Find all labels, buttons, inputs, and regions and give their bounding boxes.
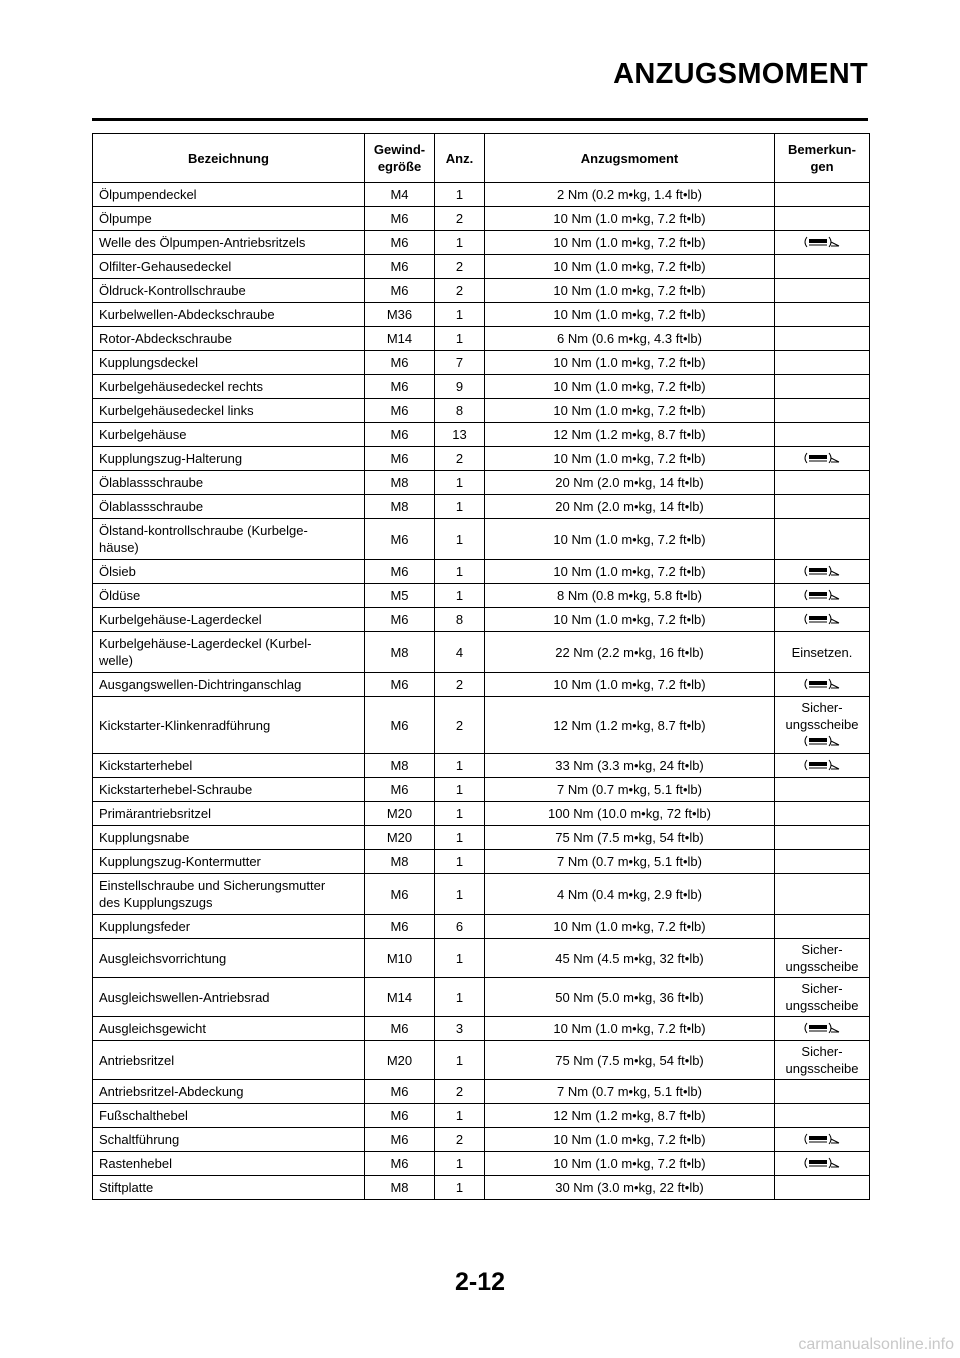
cell-bezeichnung: Kickstarterhebel-Schraube [93, 778, 365, 802]
cell-bemerkungen [775, 1017, 870, 1041]
locking-agent-icon [802, 678, 842, 690]
table-row [93, 279, 870, 303]
table-row [93, 978, 870, 1017]
cell-anzahl: 2 [435, 673, 485, 697]
cell-bemerkungen [775, 850, 870, 874]
cell-gewindegroesse: M6 [365, 673, 435, 697]
cell-anzahl: 1 [435, 802, 485, 826]
cell-anzugsmoment: 10 Nm (1.0 m•kg, 7.2 ft•lb) [485, 608, 775, 632]
table-row [93, 560, 870, 584]
cell-anzugsmoment: 75 Nm (7.5 m•kg, 54 ft•lb) [485, 826, 775, 850]
table-row [93, 1041, 870, 1080]
cell-anzahl: 1 [435, 495, 485, 519]
cell-gewindegroesse: M6 [365, 255, 435, 279]
cell-gewindegroesse: M36 [365, 303, 435, 327]
cell-gewindegroesse: M6 [365, 1104, 435, 1128]
cell-bemerkungen [775, 327, 870, 351]
cell-gewindegroesse: M8 [365, 495, 435, 519]
cell-bemerkungen [775, 351, 870, 375]
column-header-bemerkungen: Bemerkun- gen [775, 134, 870, 183]
cell-anzahl: 2 [435, 1128, 485, 1152]
cell-bemerkungen [775, 608, 870, 632]
cell-anzahl: 1 [435, 874, 485, 915]
table-row [93, 697, 870, 754]
cell-bezeichnung: Kupplungszug-Halterung [93, 447, 365, 471]
cell-anzugsmoment: 10 Nm (1.0 m•kg, 7.2 ft•lb) [485, 447, 775, 471]
table-row [93, 1176, 870, 1200]
remark-text: Einsetzen. [791, 644, 853, 660]
table-row [93, 584, 870, 608]
cell-bezeichnung: Einstellschraube und Sicherungsmutter des Kupplungszugs [93, 874, 365, 915]
table-row [93, 423, 870, 447]
cell-anzahl: 2 [435, 447, 485, 471]
table-row [93, 303, 870, 327]
cell-bemerkungen [775, 207, 870, 231]
locking-agent-icon [802, 565, 842, 577]
cell-anzugsmoment: 10 Nm (1.0 m•kg, 7.2 ft•lb) [485, 375, 775, 399]
cell-gewindegroesse: M6 [365, 207, 435, 231]
cell-bezeichnung: Öldruck-Kontrollschraube [93, 279, 365, 303]
table-row [93, 826, 870, 850]
cell-bezeichnung: Ausgleichsvorrichtung [93, 939, 365, 978]
column-header-bezeichnung: Bezeichnung [93, 134, 365, 183]
cell-bemerkungen [775, 231, 870, 255]
locking-agent-icon [802, 236, 842, 248]
cell-gewindegroesse: M8 [365, 632, 435, 673]
cell-bezeichnung: Ölablassschraube [93, 495, 365, 519]
cell-bemerkungen [775, 375, 870, 399]
table-row [93, 850, 870, 874]
cell-anzahl: 1 [435, 850, 485, 874]
cell-bemerkungen [775, 495, 870, 519]
cell-anzugsmoment: 10 Nm (1.0 m•kg, 7.2 ft•lb) [485, 915, 775, 939]
cell-bezeichnung: Rotor-Abdeckschraube [93, 327, 365, 351]
cell-bemerkungen [775, 915, 870, 939]
table-row [93, 1080, 870, 1104]
cell-gewindegroesse: M4 [365, 183, 435, 207]
remark-text: Sicher- ungsscheibe [785, 700, 859, 732]
cell-anzugsmoment: 50 Nm (5.0 m•kg, 36 ft•lb) [485, 978, 775, 1017]
table-row [93, 778, 870, 802]
cell-gewindegroesse: M20 [365, 1041, 435, 1080]
cell-gewindegroesse: M6 [365, 1128, 435, 1152]
cell-anzugsmoment: 2 Nm (0.2 m•kg, 1.4 ft•lb) [485, 183, 775, 207]
table-row [93, 1104, 870, 1128]
cell-gewindegroesse: M5 [365, 584, 435, 608]
cell-anzugsmoment: 7 Nm (0.7 m•kg, 5.1 ft•lb) [485, 1080, 775, 1104]
cell-gewindegroesse: M6 [365, 519, 435, 560]
cell-bezeichnung: Ausgleichsgewicht [93, 1017, 365, 1041]
cell-bemerkungen [775, 874, 870, 915]
table-row [93, 1017, 870, 1041]
cell-gewindegroesse: M6 [365, 231, 435, 255]
locking-agent-icon [802, 1022, 842, 1034]
cell-anzahl: 1 [435, 1176, 485, 1200]
cell-anzahl: 13 [435, 423, 485, 447]
cell-bemerkungen [775, 673, 870, 697]
cell-bezeichnung: Kurbelgehäuse-Lagerdeckel [93, 608, 365, 632]
cell-gewindegroesse: M6 [365, 697, 435, 754]
locking-agent-icon [802, 1157, 842, 1169]
cell-bemerkungen [775, 1041, 870, 1080]
cell-anzahl: 1 [435, 327, 485, 351]
cell-anzugsmoment: 10 Nm (1.0 m•kg, 7.2 ft•lb) [485, 351, 775, 375]
cell-bezeichnung: Antriebsritzel-Abdeckung [93, 1080, 365, 1104]
cell-anzugsmoment: 12 Nm (1.2 m•kg, 8.7 ft•lb) [485, 697, 775, 754]
cell-anzugsmoment: 10 Nm (1.0 m•kg, 7.2 ft•lb) [485, 399, 775, 423]
remark-text: Sicher- ungsscheibe [785, 942, 859, 974]
cell-anzahl: 3 [435, 1017, 485, 1041]
cell-anzahl: 1 [435, 1152, 485, 1176]
cell-anzugsmoment: 10 Nm (1.0 m•kg, 7.2 ft•lb) [485, 519, 775, 560]
cell-anzahl: 2 [435, 1080, 485, 1104]
table-row [93, 327, 870, 351]
table-row [93, 802, 870, 826]
cell-anzahl: 1 [435, 183, 485, 207]
cell-gewindegroesse: M6 [365, 874, 435, 915]
cell-anzugsmoment: 4 Nm (0.4 m•kg, 2.9 ft•lb) [485, 874, 775, 915]
table-row [93, 207, 870, 231]
cell-gewindegroesse: M6 [365, 560, 435, 584]
cell-anzahl: 1 [435, 471, 485, 495]
cell-anzugsmoment: 12 Nm (1.2 m•kg, 8.7 ft•lb) [485, 423, 775, 447]
locking-agent-icon [802, 735, 842, 747]
cell-gewindegroesse: M14 [365, 978, 435, 1017]
cell-gewindegroesse: M6 [365, 1152, 435, 1176]
cell-anzahl: 1 [435, 778, 485, 802]
cell-anzahl: 1 [435, 939, 485, 978]
cell-anzahl: 1 [435, 826, 485, 850]
cell-bezeichnung: Kickstarterhebel [93, 754, 365, 778]
cell-bemerkungen [775, 826, 870, 850]
remark-text: Sicher- ungsscheibe [785, 1044, 859, 1076]
locking-agent-icon [802, 613, 842, 625]
cell-anzugsmoment: 10 Nm (1.0 m•kg, 7.2 ft•lb) [485, 1128, 775, 1152]
cell-bemerkungen [775, 279, 870, 303]
cell-anzugsmoment: 7 Nm (0.7 m•kg, 5.1 ft•lb) [485, 850, 775, 874]
cell-anzahl: 7 [435, 351, 485, 375]
table-row [93, 375, 870, 399]
locking-agent-icon [802, 452, 842, 464]
cell-bezeichnung: Ölstand-kontrollschraube (Kurbelge- häuse) [93, 519, 365, 560]
cell-bezeichnung: Antriebsritzel [93, 1041, 365, 1080]
cell-anzahl: 1 [435, 1104, 485, 1128]
cell-anzugsmoment: 100 Nm (10.0 m•kg, 72 ft•lb) [485, 802, 775, 826]
cell-bezeichnung: Ölablassschraube [93, 471, 365, 495]
cell-anzahl: 2 [435, 279, 485, 303]
column-header-anzahl: Anz. [435, 134, 485, 183]
cell-anzahl: 1 [435, 978, 485, 1017]
cell-anzugsmoment: 33 Nm (3.3 m•kg, 24 ft•lb) [485, 754, 775, 778]
cell-anzugsmoment: 10 Nm (1.0 m•kg, 7.2 ft•lb) [485, 303, 775, 327]
table-header-row [93, 134, 870, 183]
cell-bemerkungen [775, 1152, 870, 1176]
watermark: carmanualsonline.info [798, 1336, 954, 1353]
locking-agent-icon [802, 589, 842, 601]
cell-bezeichnung: Öldüse [93, 584, 365, 608]
table-row [93, 915, 870, 939]
cell-anzahl: 9 [435, 375, 485, 399]
cell-anzugsmoment: 12 Nm (1.2 m•kg, 8.7 ft•lb) [485, 1104, 775, 1128]
cell-bezeichnung: Kupplungsdeckel [93, 351, 365, 375]
cell-gewindegroesse: M8 [365, 754, 435, 778]
table-row [93, 447, 870, 471]
cell-bemerkungen [775, 632, 870, 673]
table-row [93, 1152, 870, 1176]
cell-gewindegroesse: M8 [365, 1176, 435, 1200]
cell-gewindegroesse: M20 [365, 826, 435, 850]
cell-bezeichnung: Kurbelgehäusedeckel rechts [93, 375, 365, 399]
torque-table [92, 133, 870, 1200]
cell-gewindegroesse: M6 [365, 915, 435, 939]
cell-gewindegroesse: M6 [365, 279, 435, 303]
table-row [93, 351, 870, 375]
cell-gewindegroesse: M6 [365, 1080, 435, 1104]
cell-anzugsmoment: 7 Nm (0.7 m•kg, 5.1 ft•lb) [485, 778, 775, 802]
table-row [93, 608, 870, 632]
cell-bemerkungen [775, 978, 870, 1017]
cell-bezeichnung: Ölpumpendeckel [93, 183, 365, 207]
cell-anzugsmoment: 10 Nm (1.0 m•kg, 7.2 ft•lb) [485, 207, 775, 231]
cell-bezeichnung: Schaltführung [93, 1128, 365, 1152]
title-divider [92, 118, 868, 121]
cell-bezeichnung: Rastenhebel [93, 1152, 365, 1176]
cell-bemerkungen [775, 939, 870, 978]
table-row [93, 399, 870, 423]
cell-bezeichnung: Stiftplatte [93, 1176, 365, 1200]
table-row [93, 231, 870, 255]
cell-gewindegroesse: M10 [365, 939, 435, 978]
cell-anzahl: 1 [435, 1041, 485, 1080]
cell-bemerkungen [775, 778, 870, 802]
cell-gewindegroesse: M6 [365, 778, 435, 802]
cell-bezeichnung: Welle des Ölpumpen-Antriebsritzels [93, 231, 365, 255]
cell-bemerkungen [775, 423, 870, 447]
table-body [93, 183, 870, 1200]
cell-anzahl: 2 [435, 207, 485, 231]
cell-anzahl: 8 [435, 608, 485, 632]
table-row [93, 519, 870, 560]
cell-gewindegroesse: M8 [365, 850, 435, 874]
cell-anzahl: 6 [435, 915, 485, 939]
column-header-gewindegroesse: Gewind- egröße [365, 134, 435, 183]
cell-bezeichnung: Kurbelwellen-Abdeckschraube [93, 303, 365, 327]
cell-bezeichnung: Ölpumpe [93, 207, 365, 231]
cell-bemerkungen [775, 447, 870, 471]
cell-bemerkungen [775, 560, 870, 584]
cell-anzugsmoment: 22 Nm (2.2 m•kg, 16 ft•lb) [485, 632, 775, 673]
cell-bemerkungen [775, 584, 870, 608]
cell-bezeichnung: Kurbelgehäusedeckel links [93, 399, 365, 423]
cell-bemerkungen [775, 1080, 870, 1104]
cell-anzugsmoment: 10 Nm (1.0 m•kg, 7.2 ft•lb) [485, 255, 775, 279]
cell-gewindegroesse: M6 [365, 351, 435, 375]
cell-bezeichnung: Kurbelgehäuse-Lagerdeckel (Kurbel- welle) [93, 632, 365, 673]
cell-anzugsmoment: 20 Nm (2.0 m•kg, 14 ft•lb) [485, 471, 775, 495]
cell-anzugsmoment: 6 Nm (0.6 m•kg, 4.3 ft•lb) [485, 327, 775, 351]
cell-bemerkungen [775, 1104, 870, 1128]
cell-bemerkungen [775, 1128, 870, 1152]
cell-anzahl: 1 [435, 231, 485, 255]
cell-anzahl: 1 [435, 560, 485, 584]
cell-bezeichnung: Olfilter-Gehausedeckel [93, 255, 365, 279]
table-row [93, 183, 870, 207]
cell-anzahl: 1 [435, 754, 485, 778]
cell-anzugsmoment: 10 Nm (1.0 m•kg, 7.2 ft•lb) [485, 279, 775, 303]
cell-anzahl: 4 [435, 632, 485, 673]
cell-bemerkungen [775, 183, 870, 207]
cell-bezeichnung: Kickstarter-Klinkenradführung [93, 697, 365, 754]
cell-bezeichnung: Kurbelgehäuse [93, 423, 365, 447]
cell-anzahl: 1 [435, 519, 485, 560]
cell-anzugsmoment: 30 Nm (3.0 m•kg, 22 ft•lb) [485, 1176, 775, 1200]
cell-gewindegroesse: M6 [365, 447, 435, 471]
remark-text: Sicher- ungsscheibe [785, 981, 859, 1013]
locking-agent-icon [802, 759, 842, 771]
cell-anzahl: 1 [435, 584, 485, 608]
cell-bemerkungen [775, 697, 870, 754]
column-header-anzugsmoment: Anzugsmoment [485, 134, 775, 183]
cell-bemerkungen [775, 255, 870, 279]
cell-gewindegroesse: M6 [365, 423, 435, 447]
page-number: 2-12 [454, 1268, 506, 1296]
cell-anzugsmoment: 45 Nm (4.5 m•kg, 32 ft•lb) [485, 939, 775, 978]
cell-bezeichnung: Primärantriebsritzel [93, 802, 365, 826]
cell-bezeichnung: Kupplungsfeder [93, 915, 365, 939]
cell-bemerkungen [775, 802, 870, 826]
cell-anzugsmoment: 10 Nm (1.0 m•kg, 7.2 ft•lb) [485, 560, 775, 584]
cell-anzahl: 2 [435, 255, 485, 279]
table-row [93, 471, 870, 495]
table-row [93, 632, 870, 673]
table-row [93, 1128, 870, 1152]
table-row [93, 874, 870, 915]
table-row [93, 495, 870, 519]
table-row [93, 255, 870, 279]
cell-bezeichnung: Ausgangswellen-Dichtringanschlag [93, 673, 365, 697]
cell-anzahl: 1 [435, 303, 485, 327]
cell-gewindegroesse: M8 [365, 471, 435, 495]
cell-gewindegroesse: M6 [365, 1017, 435, 1041]
cell-anzugsmoment: 75 Nm (7.5 m•kg, 54 ft•lb) [485, 1041, 775, 1080]
cell-bemerkungen [775, 754, 870, 778]
cell-anzahl: 2 [435, 697, 485, 754]
cell-gewindegroesse: M6 [365, 608, 435, 632]
cell-anzugsmoment: 8 Nm (0.8 m•kg, 5.8 ft•lb) [485, 584, 775, 608]
cell-anzugsmoment: 20 Nm (2.0 m•kg, 14 ft•lb) [485, 495, 775, 519]
cell-anzugsmoment: 10 Nm (1.0 m•kg, 7.2 ft•lb) [485, 1152, 775, 1176]
cell-anzugsmoment: 10 Nm (1.0 m•kg, 7.2 ft•lb) [485, 231, 775, 255]
cell-bemerkungen [775, 471, 870, 495]
cell-bezeichnung: Kupplungszug-Kontermutter [93, 850, 365, 874]
cell-gewindegroesse: M14 [365, 327, 435, 351]
cell-gewindegroesse: M6 [365, 375, 435, 399]
cell-anzahl: 8 [435, 399, 485, 423]
cell-anzugsmoment: 10 Nm (1.0 m•kg, 7.2 ft•lb) [485, 673, 775, 697]
cell-bezeichnung: Ölsieb [93, 560, 365, 584]
cell-gewindegroesse: M20 [365, 802, 435, 826]
cell-bezeichnung: Fußschalthebel [93, 1104, 365, 1128]
cell-bemerkungen [775, 519, 870, 560]
cell-bemerkungen [775, 399, 870, 423]
cell-gewindegroesse: M6 [365, 399, 435, 423]
table-row [93, 939, 870, 978]
cell-anzugsmoment: 10 Nm (1.0 m•kg, 7.2 ft•lb) [485, 1017, 775, 1041]
table-row [93, 673, 870, 697]
cell-bezeichnung: Kupplungsnabe [93, 826, 365, 850]
cell-bezeichnung: Ausgleichswellen-Antriebsrad [93, 978, 365, 1017]
locking-agent-icon [802, 1133, 842, 1145]
page-title: ANZUGSMOMENT [613, 58, 868, 90]
cell-bemerkungen [775, 1176, 870, 1200]
table-row [93, 754, 870, 778]
cell-bemerkungen [775, 303, 870, 327]
